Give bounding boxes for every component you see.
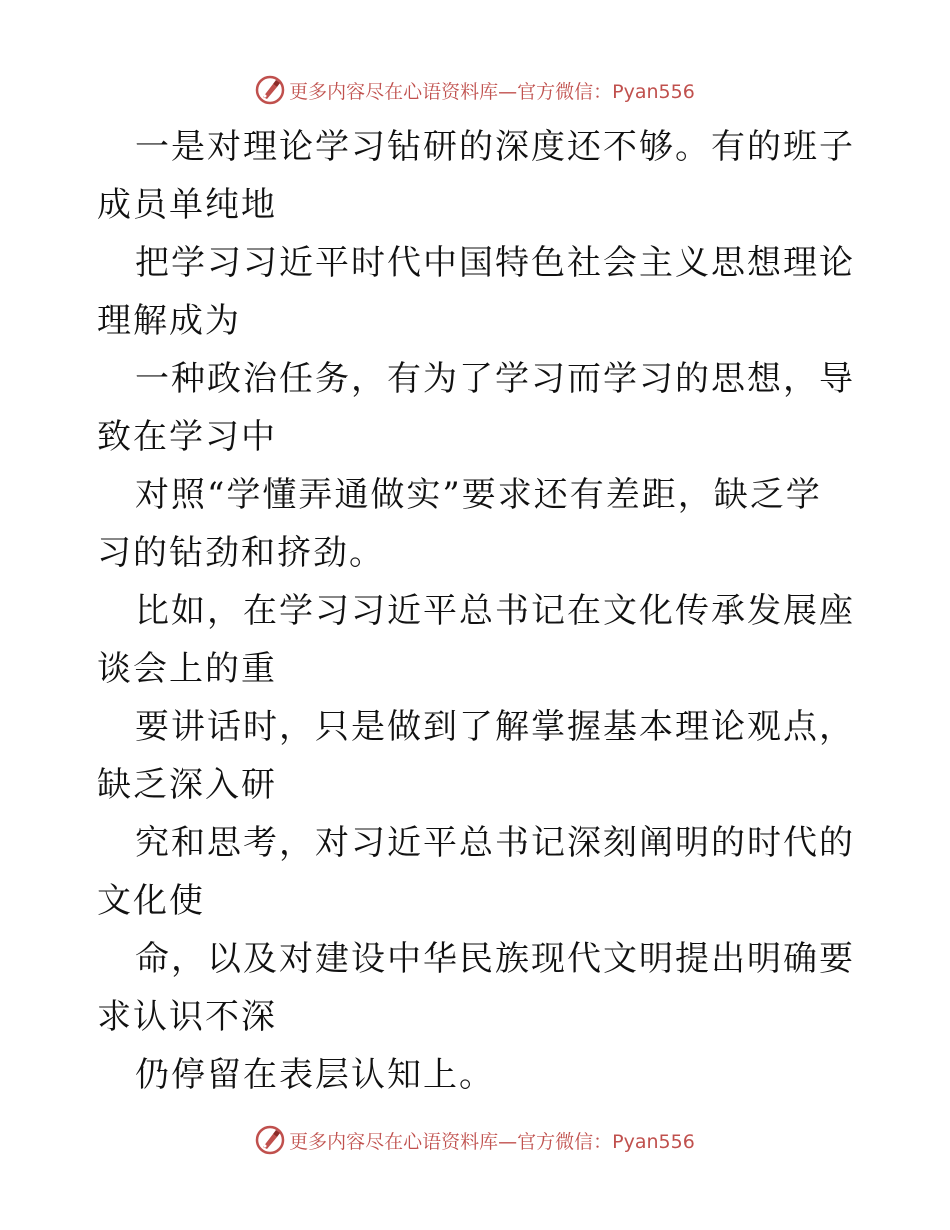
paragraph-8: 命，以及对建设中华民族现代文明提出明确要求认识不深 xyxy=(97,939,855,1037)
paragraph-9: 仍停留在表层认知上。 xyxy=(135,1055,495,1095)
pen-nib-logo-icon xyxy=(255,1125,285,1155)
paragraph-2: 把学习习近平时代中国特色社会主义思想理论理解成为 xyxy=(97,243,855,341)
footer-banner xyxy=(0,1122,950,1158)
header-text: 更多内容尽在心语资料库—官方微信：Pyan556 xyxy=(289,80,695,103)
pen-nib-logo-icon xyxy=(255,75,285,105)
footer-text: 更多内容尽在心语资料库—官方微信：Pyan556 xyxy=(289,1130,695,1153)
paragraph-6: 要讲话时，只是做到了解掌握基本理论观点，缺乏深入研 xyxy=(97,707,855,805)
paragraph-5: 比如，在学习习近平总书记在文化传承发展座谈会上的重 xyxy=(97,591,855,689)
paragraph-7: 究和思考，对习近平总书记深刻阐明的时代的文化使 xyxy=(97,823,855,921)
header-banner xyxy=(0,72,950,108)
document-body xyxy=(97,118,857,1104)
paragraph-3: 一种政治任务，有为了学习而学习的思想，导致在学习中 xyxy=(97,359,855,457)
paragraph-4: 对照“学懂弄通做实”要求还有差距，缺乏学习的钻劲和挤劲。 xyxy=(97,475,822,573)
paragraph-1: 一是对理论学习钻研的深度还不够。有的班子成员单纯地 xyxy=(97,127,855,225)
